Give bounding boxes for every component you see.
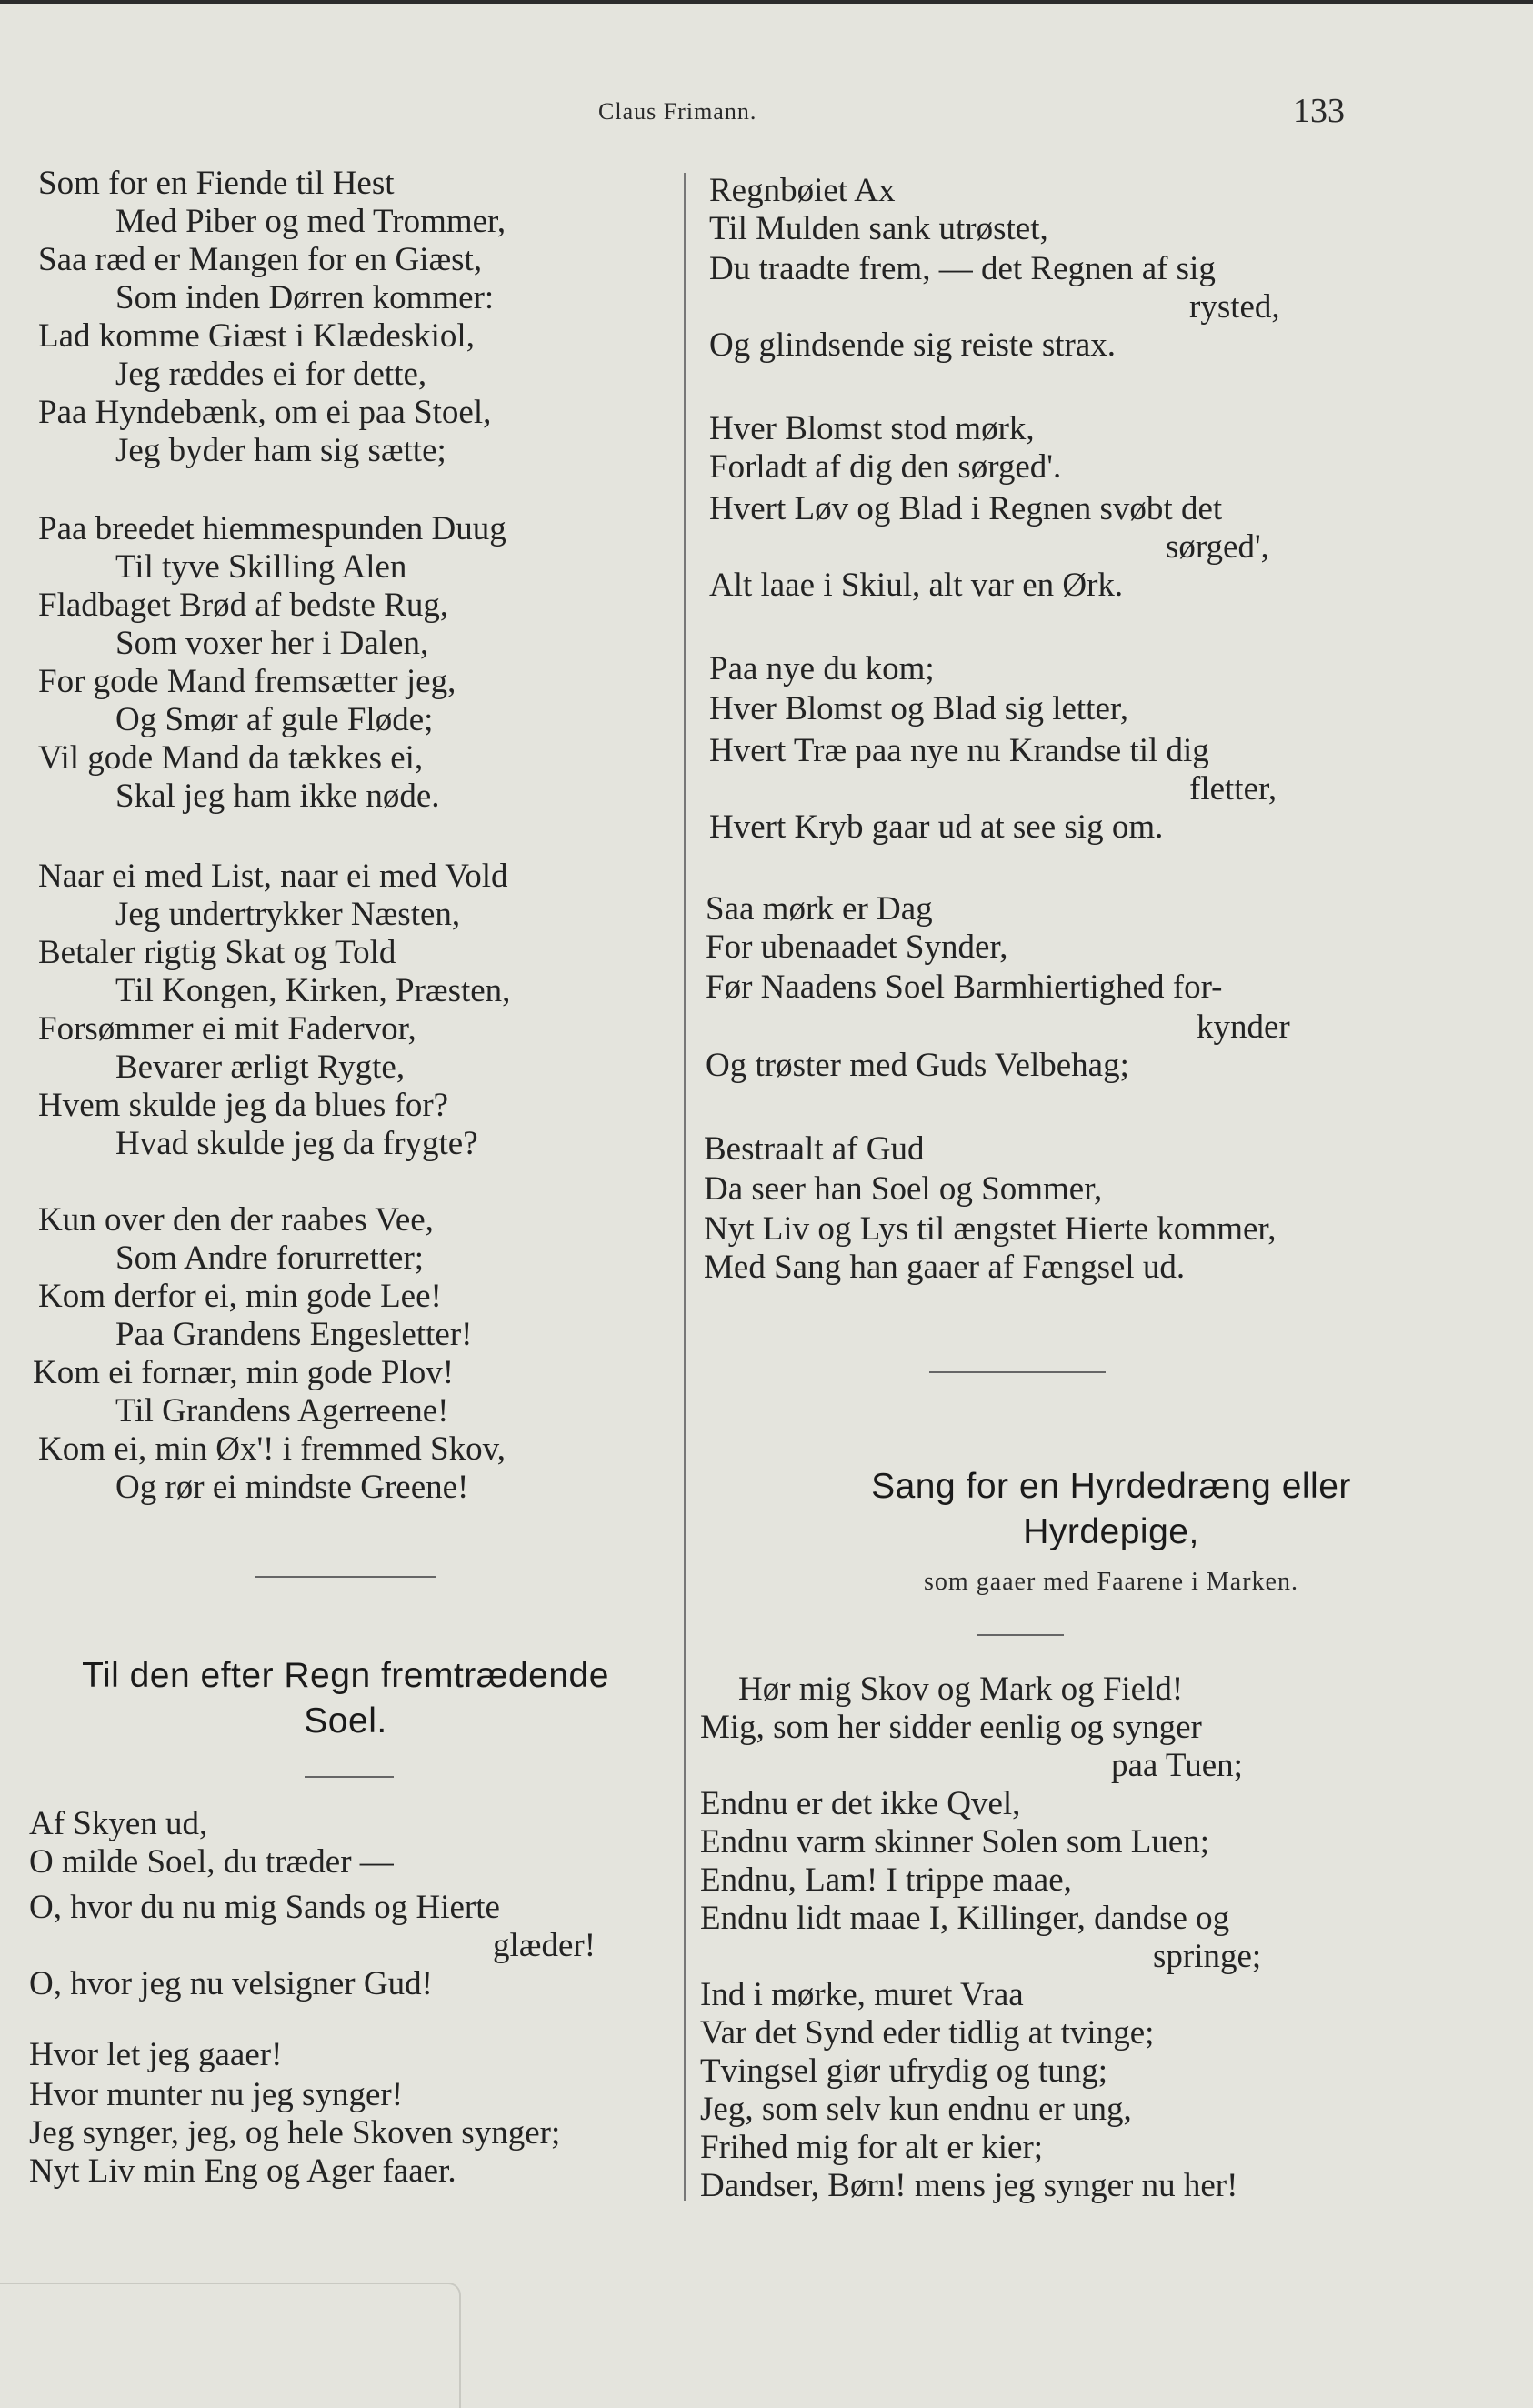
verse-line: Saa ræd er Mangen for en Giæst, — [38, 241, 483, 278]
verse-line: Til tyve Skilling Alen — [115, 548, 407, 586]
verse-line: Jeg ræddes ei for dette, — [115, 356, 427, 393]
verse-line: Og Smør af gule Fløde; — [115, 701, 434, 738]
verse-line: Kom ei fornær, min gode Plov! — [33, 1354, 455, 1391]
verse-line: Hvert Kryb gaar ud at see sig om. — [709, 808, 1164, 846]
verse-line: Af Skyen ud, — [29, 1805, 208, 1842]
poem-subtitle: som gaaer med Faarene i Marken. — [924, 1568, 1298, 1596]
verse-line: kynder — [1197, 1008, 1290, 1046]
verse-line: Jeg undertrykker Næsten, — [115, 896, 461, 933]
verse-line: Og trøster med Guds Velbehag; — [706, 1047, 1129, 1084]
verse-line: Vil gode Mand da tækkes ei, — [38, 739, 424, 777]
verse-line: Endnu, Lam! I trippe maae, — [700, 1861, 1072, 1899]
verse-line: Frihed mig for alt er kier; — [700, 2129, 1044, 2166]
verse-line: Kom derfor ei, min gode Lee! — [38, 1278, 442, 1315]
verse-line: Paa nye du kom; — [709, 650, 935, 687]
running-header: Claus Frimann. — [598, 98, 757, 125]
verse-line: Da seer han Soel og Sommer, — [704, 1170, 1103, 1208]
verse-line: Og rør ei mindste Greene! — [115, 1469, 469, 1506]
verse-line: Endnu lidt maae I, Killinger, dandse og — [700, 1900, 1230, 1937]
column-divider — [684, 173, 686, 2201]
verse-line: rysted, — [1189, 288, 1280, 326]
verse-line: Var det Synd eder tidlig at tvinge; — [700, 2014, 1155, 2052]
verse-line: Hvad skulde jeg da frygte? — [115, 1125, 478, 1162]
verse-line: Til Kongen, Kirken, Præsten, — [115, 972, 511, 1009]
verse-line: Som Andre forurretter; — [115, 1239, 425, 1277]
verse-line: Alt laae i Skiul, alt var en Ørk. — [709, 567, 1124, 604]
verse-line: Skal jeg ham ikke nøde. — [115, 778, 440, 815]
poem-title-line: Til den efter Regn fremtrædende — [82, 1656, 609, 1695]
verse-line: For gode Mand fremsætter jeg, — [38, 663, 456, 700]
verse-line: Som inden Dørren kommer: — [115, 279, 495, 316]
verse-line: Bevarer ærligt Rygte, — [115, 1048, 406, 1086]
verse-line: Hver Blomst og Blad sig letter, — [709, 690, 1128, 727]
verse-line: O milde Soel, du træder — — [29, 1843, 394, 1881]
verse-line: Jeg, som selv kun endnu er ung, — [700, 2091, 1132, 2128]
verse-line: glæder! — [493, 1927, 596, 1964]
verse-line: Paa breedet hiemmespunden Duug — [38, 510, 506, 547]
verse-line: Kun over den der raabes Vee, — [38, 1201, 434, 1239]
verse-line: Jeg byder ham sig sætte; — [115, 432, 446, 469]
verse-line: Som voxer her i Dalen, — [115, 625, 429, 662]
verse-line: Før Naadens Soel Barmhiertighed for- — [706, 968, 1223, 1006]
page-corner-fold — [0, 2283, 461, 2408]
section-rule — [929, 1371, 1106, 1373]
verse-line: O, hvor du nu mig Sands og Hierte — [29, 1889, 500, 1926]
verse-line: Fladbaget Brød af bedste Rug, — [38, 587, 449, 624]
title-rule — [305, 1776, 394, 1778]
verse-line: Dandser, Børn! mens jeg synger nu her! — [700, 2167, 1238, 2204]
verse-line: Hvert Træ paa nye nu Krandse til dig — [709, 732, 1209, 769]
verse-line: Nyt Liv min Eng og Ager faaer. — [29, 2152, 456, 2190]
verse-line: Hvem skulde jeg da blues for? — [38, 1087, 449, 1124]
title-rule — [977, 1634, 1064, 1636]
verse-line: Med Sang han gaaer af Fængsel ud. — [704, 1249, 1186, 1286]
verse-line: Til Grandens Agerreene! — [115, 1392, 449, 1430]
verse-line: Til Mulden sank utrøstet, — [709, 210, 1048, 247]
verse-line: Regnbøiet Ax — [709, 172, 896, 209]
poem-title-line: Hyrdepige, — [1023, 1512, 1199, 1551]
verse-line: Mig, som her sidder eenlig og synger — [700, 1709, 1202, 1746]
page-top-edge — [0, 0, 1533, 4]
verse-line: fletter, — [1189, 770, 1278, 808]
poem-title-line: Soel. — [304, 1701, 387, 1741]
verse-line: Paa Hyndebænk, om ei paa Stoel, — [38, 394, 492, 431]
page-number: 133 — [1293, 92, 1345, 130]
verse-line: Forladt af dig den sørged'. — [709, 448, 1062, 486]
verse-line: Hvert Løv og Blad i Regnen svøbt det — [709, 490, 1223, 527]
verse-line: Endnu varm skinner Solen som Luen; — [700, 1823, 1210, 1861]
verse-line: Betaler rigtig Skat og Told — [38, 934, 396, 971]
verse-line: Nyt Liv og Lys til ængstet Hierte kommer, — [704, 1210, 1277, 1248]
verse-line: Og glindsende sig reiste strax. — [709, 326, 1116, 364]
verse-line: Tvingsel giør ufrydig og tung; — [700, 2052, 1108, 2090]
section-rule — [255, 1576, 436, 1578]
verse-line: paa Tuen; — [1111, 1747, 1243, 1784]
verse-line: Saa mørk er Dag — [706, 890, 933, 928]
verse-line: Forsømmer ei mit Fadervor, — [38, 1010, 416, 1048]
verse-line: O, hvor jeg nu velsigner Gud! — [29, 1965, 433, 2002]
verse-line: Hvor munter nu jeg synger! — [29, 2076, 404, 2113]
verse-line: Jeg synger, jeg, og hele Skoven synger; — [29, 2114, 561, 2152]
verse-line: Ind i mørke, muret Vraa — [700, 1976, 1024, 2013]
verse-line: Hør mig Skov og Mark og Field! — [738, 1671, 1184, 1708]
verse-line: Kom ei, min Øx'! i fremmed Skov, — [38, 1430, 506, 1468]
verse-line: Naar ei med List, naar ei med Vold — [38, 858, 508, 895]
verse-line: For ubenaadet Synder, — [706, 928, 1008, 966]
verse-line: Lad komme Giæst i Klædeskiol, — [38, 317, 475, 355]
verse-line: Hvor let jeg gaaer! — [29, 2036, 283, 2073]
verse-line: Som for en Fiende til Hest — [38, 165, 395, 202]
verse-line: sørged', — [1166, 528, 1269, 566]
poem-title-line: Sang for en Hyrdedræng eller — [871, 1467, 1351, 1506]
verse-line: Hver Blomst stod mørk, — [709, 410, 1035, 447]
verse-line: Bestraalt af Gud — [704, 1130, 925, 1168]
verse-line: springe; — [1153, 1938, 1262, 1975]
verse-line: Paa Grandens Engesletter! — [115, 1316, 473, 1353]
verse-line: Endnu er det ikke Qvel, — [700, 1785, 1021, 1822]
verse-line: Du traadte frem, — det Regnen af sig — [709, 250, 1216, 287]
verse-line: Med Piber og med Trommer, — [115, 203, 506, 240]
